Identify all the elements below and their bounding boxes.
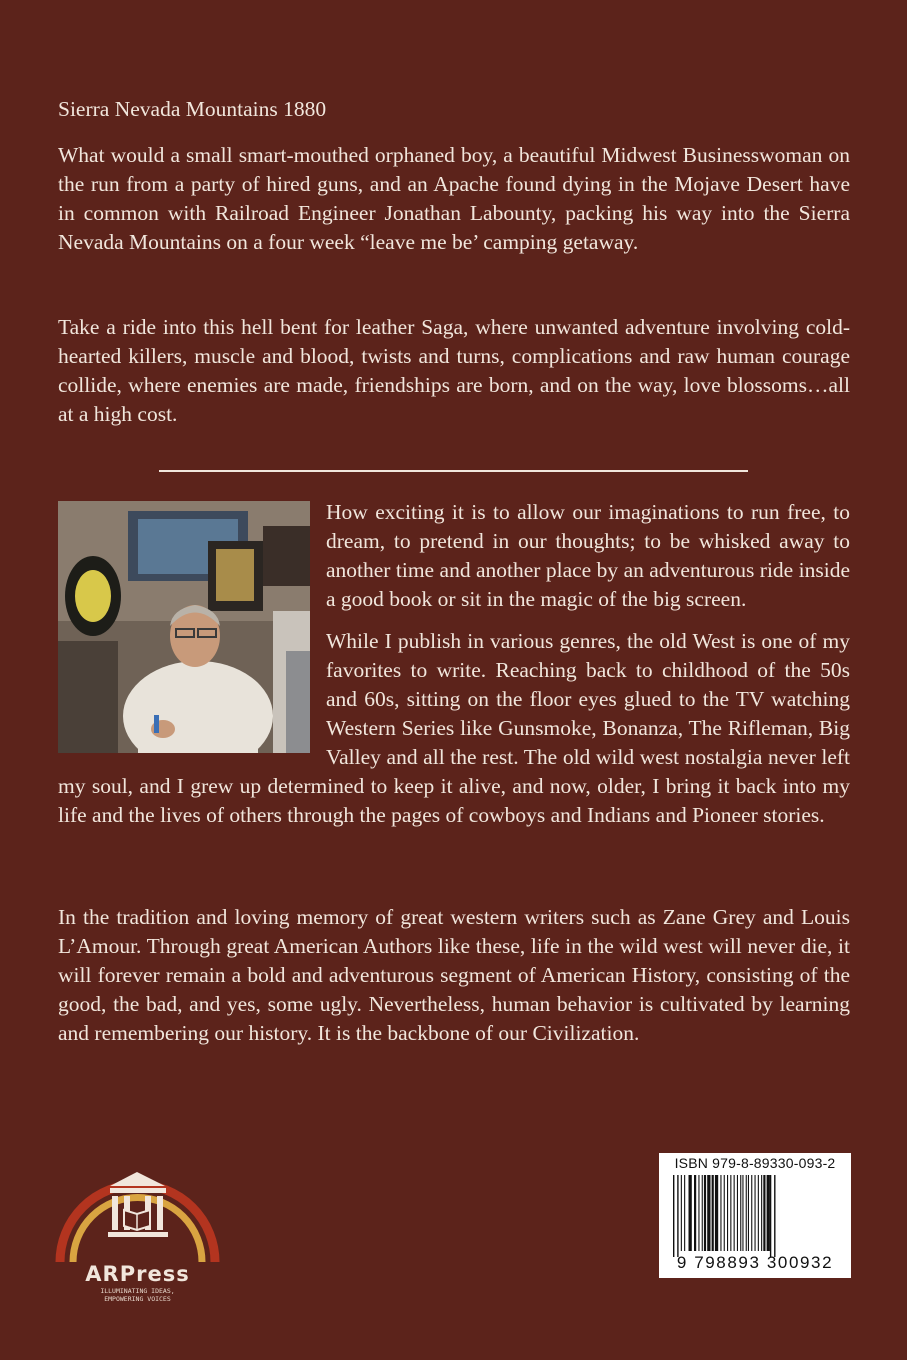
barcode-bar bbox=[694, 1175, 696, 1251]
barcode-bar bbox=[746, 1175, 747, 1251]
barcode-bar bbox=[715, 1175, 718, 1251]
publisher-logo bbox=[55, 1150, 220, 1310]
barcode-bar bbox=[712, 1175, 714, 1251]
barcode-bar bbox=[684, 1175, 685, 1251]
barcode-bar bbox=[698, 1175, 699, 1251]
bio-paragraph-1: How exciting it is to allow our imaginations to run free, to dream, to pretend in our thoughts; to be whisked away to another time and another place by an adventurous ride inside a good book or sit in the magic of the big screen. bbox=[326, 500, 850, 611]
barcode-bar bbox=[730, 1175, 731, 1251]
section-divider bbox=[159, 470, 748, 472]
barcode-guard-bar bbox=[770, 1175, 771, 1257]
author-bio bbox=[58, 498, 850, 830]
publisher-tagline-line-1: ILLUMINATING IDEAS, bbox=[100, 1287, 175, 1295]
barcode-bar bbox=[740, 1175, 741, 1251]
barcode-bar bbox=[707, 1175, 710, 1251]
barcode-bar bbox=[751, 1175, 752, 1251]
barcode-number: 9 798893 300932 bbox=[676, 1253, 834, 1272]
barcode-bar bbox=[761, 1175, 762, 1251]
barcode-bar bbox=[755, 1175, 756, 1251]
barcode-bar bbox=[689, 1175, 692, 1251]
barcode-guard-bar bbox=[774, 1175, 775, 1257]
barcode-bar bbox=[767, 1175, 770, 1251]
barcode-bar bbox=[724, 1175, 725, 1251]
barcode-bar bbox=[763, 1175, 765, 1251]
blurb-paragraph-2: Take a ride into this hell bent for leather Saga, where unwanted adventure involving cold-hearted killers, muscle and blood, twists and turns, complications and raw human courage collide, where enemies are made, friendships are born, and on the way, love blossoms…all at a high cost. bbox=[58, 315, 850, 426]
publisher-name: ARPress bbox=[85, 1262, 190, 1286]
barcode-guard-bar bbox=[673, 1175, 674, 1257]
barcode-bar bbox=[681, 1175, 682, 1251]
publisher-tagline bbox=[55, 1287, 220, 1303]
barcode-guard-bar bbox=[677, 1175, 678, 1257]
publisher-tagline-line-2: EMPOWERING VOICES bbox=[104, 1295, 171, 1303]
barcode-bar bbox=[758, 1175, 759, 1251]
barcode-bar bbox=[737, 1175, 738, 1251]
bio-paragraph-2: While I publish in various genres, the old West is one of my favorites to write. Reaching back to childhood of the 50s and 60s, sitting on the floor eyes glued to the TV watching Western Series like Gunsmoke, Bonanza, The Rifleman, Big Valley and all the rest. The old wild west nostalgia never left my soul, and I grew up determined to keep it alive, and now, older, I bring it back into my life and the lives of others through the pages of cowboys and Indians and Pioneer stories. bbox=[58, 629, 850, 827]
barcode-bar bbox=[702, 1175, 703, 1251]
barcode-bar bbox=[748, 1175, 749, 1251]
barcode-bar bbox=[727, 1175, 728, 1251]
barcode-bar bbox=[742, 1175, 743, 1251]
barcode-bar bbox=[734, 1175, 735, 1251]
setting-heading: Sierra Nevada Mountains 1880 bbox=[58, 97, 327, 121]
barcode-bar bbox=[720, 1175, 721, 1251]
blurb-paragraph-1: What would a small smart-mouthed orphaned boy, a beautiful Midwest Businesswoman on the run from a party of hired guns, and an Apache found dying in the Mojave Desert have in common with Railroad Engineer Jonathan Labounty, packing his way into the Sierra Nevada Mountains on a four week “leave me be’ camping getaway. bbox=[58, 143, 850, 254]
isbn-label: ISBN 979-8-89330-093-2 bbox=[674, 1155, 836, 1171]
isbn-barcode bbox=[659, 1153, 851, 1278]
library-building-book-icon bbox=[55, 1150, 220, 1265]
barcode-bar bbox=[704, 1175, 706, 1251]
photo-spacer bbox=[58, 498, 326, 755]
bio-paragraph-3: In the tradition and loving memory of great western writers such as Zane Grey and Louis L’Amour. Through great American Authors like these, life in the wild west will never die, it will forever remain a bold and adventurous segment of American History, consisting of the good, the bad, and yes, some ugly. Nevertheless, human behavior is cultivated by learning and remembering our history. It is the backbone of our Civilization. bbox=[58, 905, 850, 1045]
